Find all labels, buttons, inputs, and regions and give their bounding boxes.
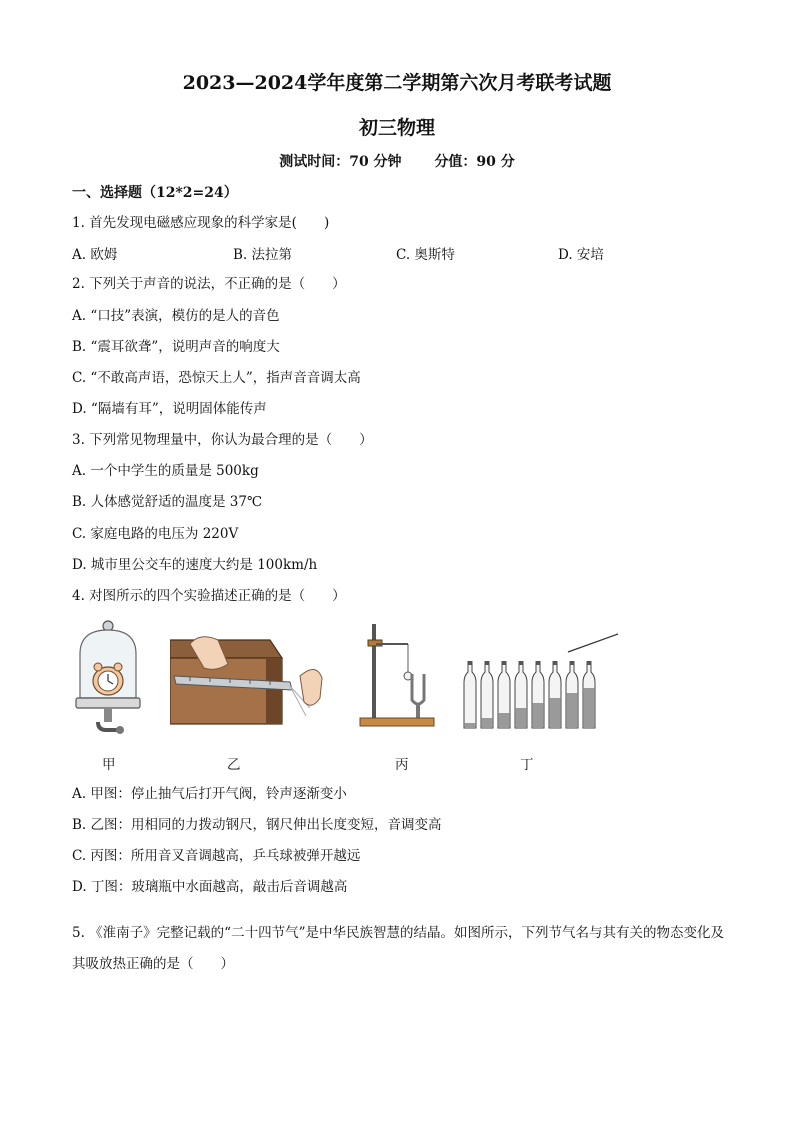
glass-bottle [464, 661, 476, 728]
glass-bottle [566, 661, 578, 728]
exam-score: 分值：90 分 [434, 154, 515, 170]
glass-bottle [532, 661, 544, 728]
glass-bottle [583, 661, 595, 728]
question-3-option-a: A. 一个中学生的质量是 500kg [72, 463, 259, 479]
section-heading: 一、选择题（12*2=24） [72, 185, 238, 201]
question-4-option-c: C. 丙图：所用音叉音调越高，乒乓球被弹开越远 [72, 848, 361, 864]
question-4-option-b: B. 乙图：用相同的力拨动钢尺，钢尺伸出长度变短，音调变高 [72, 817, 442, 833]
exam-meta [0, 151, 794, 171]
question-2-option-c: C. “不敢高声语，恐惊天上人”，指声音音调太高 [72, 370, 361, 386]
question-2-option-b: B. “震耳欲聋”，说明声音的响度大 [72, 339, 280, 355]
question-1-options [72, 243, 722, 263]
glass-bottle [498, 661, 510, 728]
glass-bottle [515, 661, 527, 728]
bottle-water [584, 688, 594, 728]
glass-bottles-figure [460, 618, 620, 733]
question-4-option-d: D. 丁图：玻璃瓶中水面越高，敲击后音调越高 [72, 879, 348, 895]
question-3-option-c: C. 家庭电路的电压为 220V [72, 526, 239, 542]
glass-bottle [481, 661, 493, 728]
question-3-stem: 3. 下列常见物理量中，你认为最合理的是（ ） [72, 432, 373, 448]
question-1-option-c: C. 奥斯特 [396, 247, 455, 263]
question-1-option-a: A. 欧姆 [72, 247, 118, 263]
figure-label-bing: 丙 [395, 757, 409, 773]
bottle-water [567, 693, 577, 728]
question-1-stem: 1. 首先发现电磁感应现象的科学家是( ) [72, 215, 330, 231]
question-4-stem: 4. 对图所示的四个实验描述正确的是（ ） [72, 588, 346, 604]
question-5-stem: 5. 《淮南子》完整记载的“二十四节气”是中华民族智慧的结晶。如图所示，下列节气名与其有关的物态变化及其吸放热正确的是（ ） [72, 925, 724, 972]
question-1-option-b: B. 法拉第 [233, 247, 293, 263]
bottle-water [499, 713, 509, 728]
exam-time: 测试时间：70 分钟 [279, 154, 402, 170]
glass-bottle [549, 661, 561, 728]
tuning-fork-figure [358, 618, 438, 733]
bottle-water [465, 723, 475, 728]
exam-subject: 初三物理 [358, 117, 435, 139]
bottle-water [533, 703, 543, 728]
question-2-option-a: A. “口技”表演，模仿的是人的音色 [72, 308, 280, 324]
figure-label-ding: 丁 [520, 757, 534, 773]
question-4-option-a: A. 甲图：停止抽气后打开气阀，铃声逐渐变小 [72, 786, 347, 802]
question-2-option-d: D. “隔墙有耳”，说明固体能传声 [72, 401, 267, 417]
bottle-water [516, 708, 526, 728]
bottle-water [550, 698, 560, 728]
question-3-option-b: B. 人体感觉舒适的温度是 37℃ [72, 494, 263, 510]
bottle-water [482, 718, 492, 728]
striking-rod-icon [568, 634, 618, 652]
question-2-stem: 2. 下列关于声音的说法，不正确的是（ ） [72, 276, 346, 292]
exam-title: 2023—2024学年度第二学期第六次月考联考试题 [182, 72, 612, 94]
figure-label-yi: 乙 [227, 757, 241, 773]
question-1-option-d: D. 安培 [558, 247, 604, 263]
figure-label-jia: 甲 [102, 757, 116, 773]
question-3-option-d: D. 城市里公交车的速度大约是 100km/h [72, 557, 318, 573]
bell-jar-figure [72, 618, 144, 742]
steel-ruler-figure [170, 618, 330, 728]
